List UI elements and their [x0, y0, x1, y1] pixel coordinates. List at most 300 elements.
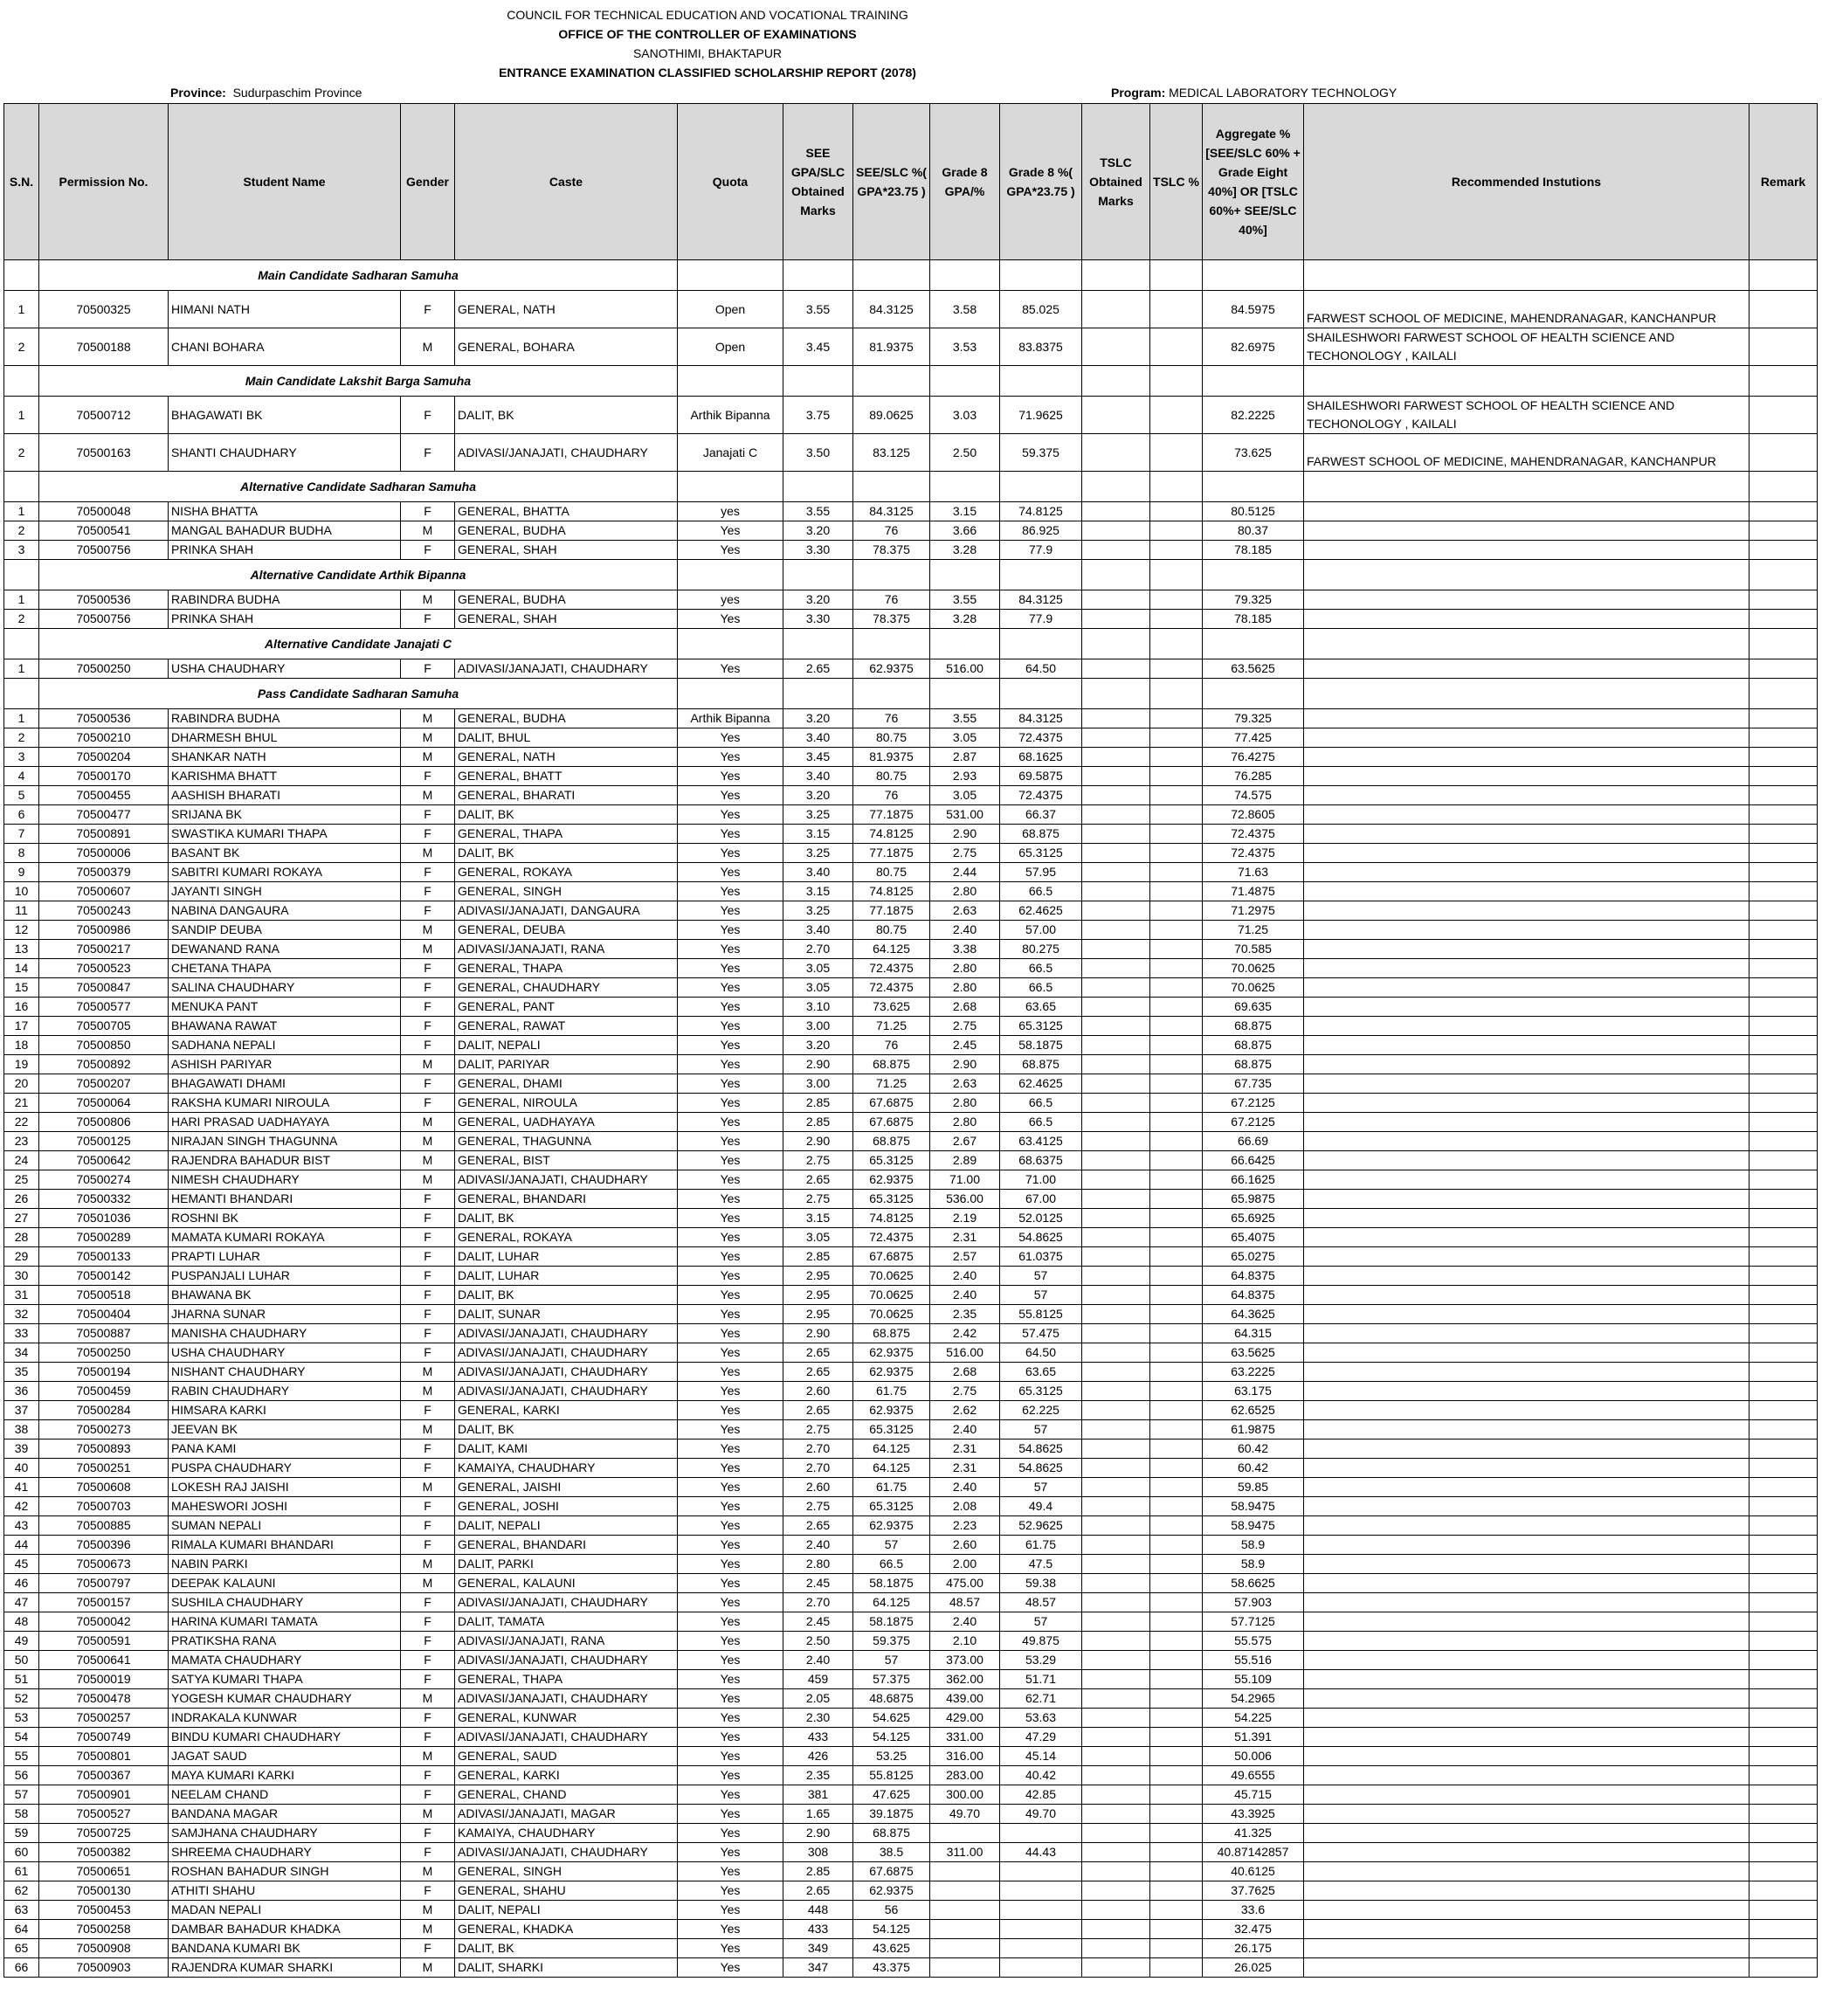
col-remark: Remark	[1750, 104, 1818, 260]
sn-cell: 48	[4, 1612, 39, 1632]
permission-no-cell: 70500188	[39, 328, 169, 366]
see-percent-cell: 67.6875	[853, 1247, 930, 1267]
grade8-gpa-cell: 2.08	[930, 1497, 1000, 1516]
sn-cell: 2	[4, 728, 39, 748]
remark-cell	[1750, 1017, 1818, 1036]
grade8-gpa-cell: 2.44	[930, 863, 1000, 882]
sn-cell: 37	[4, 1401, 39, 1420]
grade8-percent-cell: 45.14	[1000, 1747, 1082, 1766]
empty-cell	[1082, 629, 1150, 659]
grade8-percent-cell: 84.3125	[1000, 709, 1082, 728]
table-row	[4, 1420, 1818, 1440]
student-name-cell: BANDANA KUMARI BK	[169, 1939, 401, 1958]
grade8-percent-cell: 71.9625	[1000, 397, 1082, 434]
tslc-marks-cell	[1082, 1209, 1150, 1228]
grade8-percent-cell: 59.375	[1000, 434, 1082, 472]
quota-cell: yes	[678, 590, 783, 610]
permission-no-cell: 70500885	[39, 1516, 169, 1536]
grade8-percent-cell: 72.4375	[1000, 786, 1082, 805]
sn-cell: 47	[4, 1593, 39, 1612]
table-row	[4, 1151, 1818, 1170]
quota-cell: Yes	[678, 1958, 783, 1978]
see-gpa-cell: 2.40	[783, 1651, 853, 1670]
grade8-gpa-cell: 2.80	[930, 959, 1000, 978]
gender-cell: F	[401, 397, 455, 434]
grade8-percent-cell: 63.65	[1000, 1363, 1082, 1382]
tslc-percent-cell	[1150, 1382, 1203, 1401]
caste-cell: DALIT, PARKI	[455, 1555, 678, 1574]
see-gpa-cell: 2.75	[783, 1151, 853, 1170]
student-name-cell: ROSHAN BAHADUR SINGH	[169, 1862, 401, 1881]
sn-cell: 12	[4, 921, 39, 940]
permission-no-cell: 70500163	[39, 434, 169, 472]
see-percent-cell: 81.9375	[853, 748, 930, 767]
permission-no-cell: 70500019	[39, 1670, 169, 1689]
permission-no-cell: 70500591	[39, 1632, 169, 1651]
institution-cell	[1304, 659, 1750, 679]
institution-cell	[1304, 882, 1750, 901]
permission-no-cell: 70500908	[39, 1939, 169, 1958]
remark-cell	[1750, 1459, 1818, 1478]
tslc-percent-cell	[1150, 728, 1203, 748]
grade8-percent-cell: 62.4625	[1000, 1074, 1082, 1094]
see-gpa-cell: 3.20	[783, 709, 853, 728]
tslc-marks-cell	[1082, 748, 1150, 767]
gender-cell: F	[401, 1881, 455, 1901]
table-row	[4, 590, 1818, 610]
gender-cell: F	[401, 1670, 455, 1689]
empty-cell	[930, 366, 1000, 397]
gender-cell: F	[401, 882, 455, 901]
aggregate-cell: 51.391	[1203, 1728, 1304, 1747]
caste-cell: KAMAIYA, CHAUDHARY	[455, 1824, 678, 1843]
grade8-percent-cell: 65.3125	[1000, 1382, 1082, 1401]
quota-cell: Yes	[678, 1824, 783, 1843]
student-name-cell: ATHITI SHAHU	[169, 1881, 401, 1901]
permission-no-cell: 70500651	[39, 1862, 169, 1881]
tslc-percent-cell	[1150, 959, 1203, 978]
quota-cell: Yes	[678, 728, 783, 748]
quota-cell: Yes	[678, 1574, 783, 1593]
tslc-percent-cell	[1150, 502, 1203, 521]
caste-cell: GENERAL, BHATTA	[455, 502, 678, 521]
permission-no-cell: 70500194	[39, 1363, 169, 1382]
caste-cell: DALIT, BK	[455, 1420, 678, 1440]
grade8-percent-cell: 49.70	[1000, 1805, 1082, 1824]
aggregate-cell: 79.325	[1203, 709, 1304, 728]
empty-cell	[1203, 629, 1304, 659]
gender-cell: M	[401, 1862, 455, 1881]
caste-cell: DALIT, BK	[455, 805, 678, 825]
gender-cell: F	[401, 502, 455, 521]
see-percent-cell: 48.6875	[853, 1689, 930, 1709]
grade8-gpa-cell: 475.00	[930, 1574, 1000, 1593]
tslc-marks-cell	[1082, 1017, 1150, 1036]
tslc-marks-cell	[1082, 1536, 1150, 1555]
empty-cell	[678, 260, 783, 291]
sn-cell: 23	[4, 1132, 39, 1151]
grade8-percent-cell: 52.0125	[1000, 1209, 1082, 1228]
caste-cell: GENERAL, SHAHU	[455, 1881, 678, 1901]
see-percent-cell: 64.125	[853, 1593, 930, 1612]
institution-cell	[1304, 1209, 1750, 1228]
see-percent-cell: 68.875	[853, 1055, 930, 1074]
tslc-marks-cell	[1082, 959, 1150, 978]
gender-cell: F	[401, 1843, 455, 1862]
grade8-percent-cell: 62.71	[1000, 1689, 1082, 1709]
student-name-cell: MANGAL BAHADUR BUDHA	[169, 521, 401, 541]
sn-cell: 55	[4, 1747, 39, 1766]
table-row	[4, 610, 1818, 629]
tslc-percent-cell	[1150, 1420, 1203, 1440]
tslc-marks-cell	[1082, 863, 1150, 882]
caste-cell: DALIT, BHUL	[455, 728, 678, 748]
institution-cell	[1304, 901, 1750, 921]
see-gpa-cell: 3.15	[783, 1209, 853, 1228]
see-gpa-cell: 2.40	[783, 1536, 853, 1555]
see-percent-cell: 39.1875	[853, 1805, 930, 1824]
gender-cell: F	[401, 1401, 455, 1420]
table-row	[4, 1094, 1818, 1113]
tslc-percent-cell	[1150, 1536, 1203, 1555]
empty-cell	[4, 472, 39, 502]
sn-cell: 14	[4, 959, 39, 978]
grade8-gpa-cell: 373.00	[930, 1651, 1000, 1670]
aggregate-cell: 50.006	[1203, 1747, 1304, 1766]
empty-cell	[783, 560, 853, 590]
permission-no-cell: 70500523	[39, 959, 169, 978]
see-percent-cell: 77.1875	[853, 844, 930, 863]
see-gpa-cell: 3.20	[783, 1036, 853, 1055]
aggregate-cell: 71.2975	[1203, 901, 1304, 921]
sn-cell: 1	[4, 709, 39, 728]
see-percent-cell: 62.9375	[853, 1363, 930, 1382]
institution-cell	[1304, 1382, 1750, 1401]
see-percent-cell: 76	[853, 709, 930, 728]
aggregate-cell: 57.903	[1203, 1593, 1304, 1612]
grade8-percent-cell: 64.50	[1000, 1343, 1082, 1363]
tslc-marks-cell	[1082, 434, 1150, 472]
table-row	[4, 1401, 1818, 1420]
table-row	[4, 1555, 1818, 1574]
see-percent-cell: 62.9375	[853, 1170, 930, 1190]
institution-cell	[1304, 1651, 1750, 1670]
grade8-percent-cell: 68.6375	[1000, 1151, 1082, 1170]
gender-cell: M	[401, 1555, 455, 1574]
student-name-cell: KARISHMA BHATT	[169, 767, 401, 786]
tslc-marks-cell	[1082, 998, 1150, 1017]
gender-cell: F	[401, 1017, 455, 1036]
aggregate-cell: 43.3925	[1203, 1805, 1304, 1824]
grade8-percent-cell	[1000, 1824, 1082, 1843]
tslc-marks-cell	[1082, 1785, 1150, 1805]
caste-cell: GENERAL, ROKAYA	[455, 1228, 678, 1247]
aggregate-cell: 76.4275	[1203, 748, 1304, 767]
grade8-percent-cell: 86.925	[1000, 521, 1082, 541]
tslc-marks-cell	[1082, 767, 1150, 786]
see-percent-cell: 62.9375	[853, 1881, 930, 1901]
quota-cell: Yes	[678, 1459, 783, 1478]
table-row	[4, 1920, 1818, 1939]
aggregate-cell: 68.875	[1203, 1036, 1304, 1055]
remark-cell	[1750, 291, 1818, 328]
quota-cell: Yes	[678, 767, 783, 786]
see-percent-cell: 78.375	[853, 541, 930, 560]
empty-cell	[1082, 560, 1150, 590]
grade8-gpa-cell: 2.10	[930, 1632, 1000, 1651]
tslc-percent-cell	[1150, 882, 1203, 901]
remark-cell	[1750, 1228, 1818, 1247]
caste-cell: DALIT, BK	[455, 1286, 678, 1305]
quota-cell: Yes	[678, 786, 783, 805]
student-name-cell: SABITRI KUMARI ROKAYA	[169, 863, 401, 882]
remark-cell	[1750, 1612, 1818, 1632]
student-name-cell: SHANTI CHAUDHARY	[169, 434, 401, 472]
tslc-marks-cell	[1082, 1612, 1150, 1632]
student-name-cell: NABIN PARKI	[169, 1555, 401, 1574]
sn-cell: 9	[4, 863, 39, 882]
table-row	[4, 1382, 1818, 1401]
col-tslc-marks: TSLC Obtained Marks	[1082, 104, 1150, 260]
caste-cell: DALIT, SHARKI	[455, 1958, 678, 1978]
tslc-percent-cell	[1150, 397, 1203, 434]
aggregate-cell: 65.6925	[1203, 1209, 1304, 1228]
sn-cell: 33	[4, 1324, 39, 1343]
institution-cell	[1304, 825, 1750, 844]
student-name-cell: MAMATA CHAUDHARY	[169, 1651, 401, 1670]
institution-cell	[1304, 1555, 1750, 1574]
see-gpa-cell: 3.30	[783, 610, 853, 629]
quota-cell: Yes	[678, 1094, 783, 1113]
gender-cell: F	[401, 1536, 455, 1555]
grade8-percent-cell: 44.43	[1000, 1843, 1082, 1862]
aggregate-cell: 32.475	[1203, 1920, 1304, 1939]
student-name-cell: CHETANA THAPA	[169, 959, 401, 978]
tslc-marks-cell	[1082, 1881, 1150, 1901]
aggregate-cell: 65.4075	[1203, 1228, 1304, 1247]
grade8-gpa-cell: 3.55	[930, 709, 1000, 728]
see-percent-cell: 76	[853, 1036, 930, 1055]
grade8-gpa-cell: 2.67	[930, 1132, 1000, 1151]
tslc-percent-cell	[1150, 1612, 1203, 1632]
see-percent-cell: 80.75	[853, 767, 930, 786]
grade8-percent-cell: 71.00	[1000, 1170, 1082, 1190]
permission-no-cell: 70500257	[39, 1709, 169, 1728]
see-gpa-cell: 3.15	[783, 882, 853, 901]
remark-cell	[1750, 1670, 1818, 1689]
grade8-percent-cell: 47.5	[1000, 1555, 1082, 1574]
remark-cell	[1750, 978, 1818, 998]
see-gpa-cell: 2.45	[783, 1612, 853, 1632]
remark-cell	[1750, 1382, 1818, 1401]
tslc-marks-cell	[1082, 1901, 1150, 1920]
sn-cell: 43	[4, 1516, 39, 1536]
tslc-marks-cell	[1082, 1305, 1150, 1324]
quota-cell: Yes	[678, 863, 783, 882]
grade8-gpa-cell: 2.31	[930, 1459, 1000, 1478]
grade8-gpa-cell: 3.58	[930, 291, 1000, 328]
sn-cell: 59	[4, 1824, 39, 1843]
remark-cell	[1750, 1113, 1818, 1132]
tslc-marks-cell	[1082, 709, 1150, 728]
aggregate-cell: 58.6625	[1203, 1574, 1304, 1593]
grade8-gpa-cell: 2.40	[930, 1286, 1000, 1305]
col-recommended-institutions: Recommended Instutions	[1304, 104, 1750, 260]
permission-no-cell: 70500608	[39, 1478, 169, 1497]
student-name-cell: BASANT BK	[169, 844, 401, 863]
grade8-percent-cell: 62.4625	[1000, 901, 1082, 921]
quota-cell: Yes	[678, 1228, 783, 1247]
caste-cell: GENERAL, BHANDARI	[455, 1190, 678, 1209]
quota-cell: Yes	[678, 1805, 783, 1824]
caste-cell: ADIVASI/JANAJATI, CHAUDHARY	[455, 1343, 678, 1363]
table-row	[4, 959, 1818, 978]
caste-cell: ADIVASI/JANAJATI, MAGAR	[455, 1805, 678, 1824]
grade8-percent-cell: 66.5	[1000, 978, 1082, 998]
caste-cell: ADIVASI/JANAJATI, RANA	[455, 940, 678, 959]
see-gpa-cell: 3.20	[783, 786, 853, 805]
grade8-gpa-cell: 2.80	[930, 978, 1000, 998]
gender-cell: M	[401, 940, 455, 959]
tslc-percent-cell	[1150, 1343, 1203, 1363]
gender-cell: F	[401, 610, 455, 629]
see-percent-cell: 64.125	[853, 1440, 930, 1459]
tslc-percent-cell	[1150, 1593, 1203, 1612]
remark-cell	[1750, 1862, 1818, 1881]
tslc-percent-cell	[1150, 863, 1203, 882]
grade8-percent-cell: 57	[1000, 1420, 1082, 1440]
remark-cell	[1750, 940, 1818, 959]
tslc-percent-cell	[1150, 1170, 1203, 1190]
see-percent-cell: 71.25	[853, 1017, 930, 1036]
quota-cell: Yes	[678, 1881, 783, 1901]
see-gpa-cell: 2.65	[783, 1170, 853, 1190]
grade8-percent-cell: 67.00	[1000, 1190, 1082, 1209]
grade8-gpa-cell: 2.68	[930, 998, 1000, 1017]
student-name-cell: HEMANTI BHANDARI	[169, 1190, 401, 1209]
tslc-percent-cell	[1150, 1459, 1203, 1478]
sn-cell: 22	[4, 1113, 39, 1132]
tslc-marks-cell	[1082, 521, 1150, 541]
grade8-gpa-cell: 429.00	[930, 1709, 1000, 1728]
see-percent-cell: 72.4375	[853, 959, 930, 978]
aggregate-cell: 26.025	[1203, 1958, 1304, 1978]
sn-cell: 1	[4, 291, 39, 328]
see-gpa-cell: 459	[783, 1670, 853, 1689]
remark-cell	[1750, 659, 1818, 679]
tslc-marks-cell	[1082, 1497, 1150, 1516]
caste-cell: ADIVASI/JANAJATI, CHAUDHARY	[455, 1689, 678, 1709]
aggregate-cell: 37.7625	[1203, 1881, 1304, 1901]
see-percent-cell: 73.625	[853, 998, 930, 1017]
institution-cell	[1304, 728, 1750, 748]
see-gpa-cell: 3.45	[783, 748, 853, 767]
grade8-percent-cell: 57	[1000, 1267, 1082, 1286]
student-name-cell: PRATIKSHA RANA	[169, 1632, 401, 1651]
grade8-percent-cell: 72.4375	[1000, 728, 1082, 748]
see-percent-cell: 76	[853, 590, 930, 610]
grade8-gpa-cell	[930, 1901, 1000, 1920]
sn-cell: 24	[4, 1151, 39, 1170]
student-name-cell: DEWANAND RANA	[169, 940, 401, 959]
quota-cell: Arthik Bipanna	[678, 709, 783, 728]
program-info	[1111, 86, 1397, 100]
sn-cell: 15	[4, 978, 39, 998]
tslc-percent-cell	[1150, 1478, 1203, 1497]
quota-cell: Yes	[678, 541, 783, 560]
see-gpa-cell: 2.65	[783, 1401, 853, 1420]
see-gpa-cell: 2.90	[783, 1055, 853, 1074]
tslc-percent-cell	[1150, 940, 1203, 959]
sn-cell: 5	[4, 786, 39, 805]
table-row	[4, 1209, 1818, 1228]
grade8-percent-cell: 54.8625	[1000, 1228, 1082, 1247]
table-row	[4, 1901, 1818, 1920]
tslc-marks-cell	[1082, 502, 1150, 521]
empty-cell	[783, 260, 853, 291]
student-name-cell: USHA CHAUDHARY	[169, 1343, 401, 1363]
see-gpa-cell: 3.10	[783, 998, 853, 1017]
tslc-percent-cell	[1150, 1555, 1203, 1574]
caste-cell: GENERAL, NATH	[455, 291, 678, 328]
institution-cell	[1304, 940, 1750, 959]
sn-cell: 36	[4, 1382, 39, 1401]
permission-no-cell: 70500396	[39, 1536, 169, 1555]
student-name-cell: SUMAN NEPALI	[169, 1516, 401, 1536]
see-gpa-cell: 2.75	[783, 1497, 853, 1516]
see-percent-cell: 62.9375	[853, 1401, 930, 1420]
see-percent-cell: 62.9375	[853, 1516, 930, 1536]
see-percent-cell: 68.875	[853, 1132, 930, 1151]
institution-cell: SHAILESHWORI FARWEST SCHOOL OF HEALTH SCIENCE AND TECHONOLOGY , KAILALI	[1304, 328, 1750, 366]
empty-cell	[1000, 366, 1082, 397]
permission-no-cell: 70500673	[39, 1555, 169, 1574]
see-percent-cell: 65.3125	[853, 1151, 930, 1170]
tslc-marks-cell	[1082, 825, 1150, 844]
permission-no-cell: 70500064	[39, 1094, 169, 1113]
empty-cell	[1082, 366, 1150, 397]
sn-cell: 52	[4, 1689, 39, 1709]
see-gpa-cell: 2.35	[783, 1766, 853, 1785]
tslc-percent-cell	[1150, 1824, 1203, 1843]
see-percent-cell: 70.0625	[853, 1286, 930, 1305]
aggregate-cell: 55.516	[1203, 1651, 1304, 1670]
grade8-gpa-cell: 3.03	[930, 397, 1000, 434]
quota-cell: Yes	[678, 1632, 783, 1651]
caste-cell: GENERAL, UADHAYAYA	[455, 1113, 678, 1132]
gender-cell: F	[401, 1939, 455, 1958]
gender-cell: M	[401, 1901, 455, 1920]
caste-cell: DALIT, LUHAR	[455, 1247, 678, 1267]
aggregate-cell: 84.5975	[1203, 291, 1304, 328]
sn-cell: 20	[4, 1074, 39, 1094]
tslc-percent-cell	[1150, 1785, 1203, 1805]
tslc-percent-cell	[1150, 709, 1203, 728]
aggregate-cell: 76.285	[1203, 767, 1304, 786]
tslc-marks-cell	[1082, 1824, 1150, 1843]
table-row	[4, 805, 1818, 825]
permission-no-cell: 70500459	[39, 1382, 169, 1401]
quota-cell: Yes	[678, 1670, 783, 1689]
empty-cell	[1150, 560, 1203, 590]
sn-cell: 39	[4, 1440, 39, 1459]
remark-cell	[1750, 1939, 1818, 1958]
empty-cell	[853, 679, 930, 709]
see-percent-cell: 65.3125	[853, 1420, 930, 1440]
see-gpa-cell: 2.65	[783, 1516, 853, 1536]
grade8-percent-cell	[1000, 1862, 1082, 1881]
see-percent-cell: 57	[853, 1651, 930, 1670]
